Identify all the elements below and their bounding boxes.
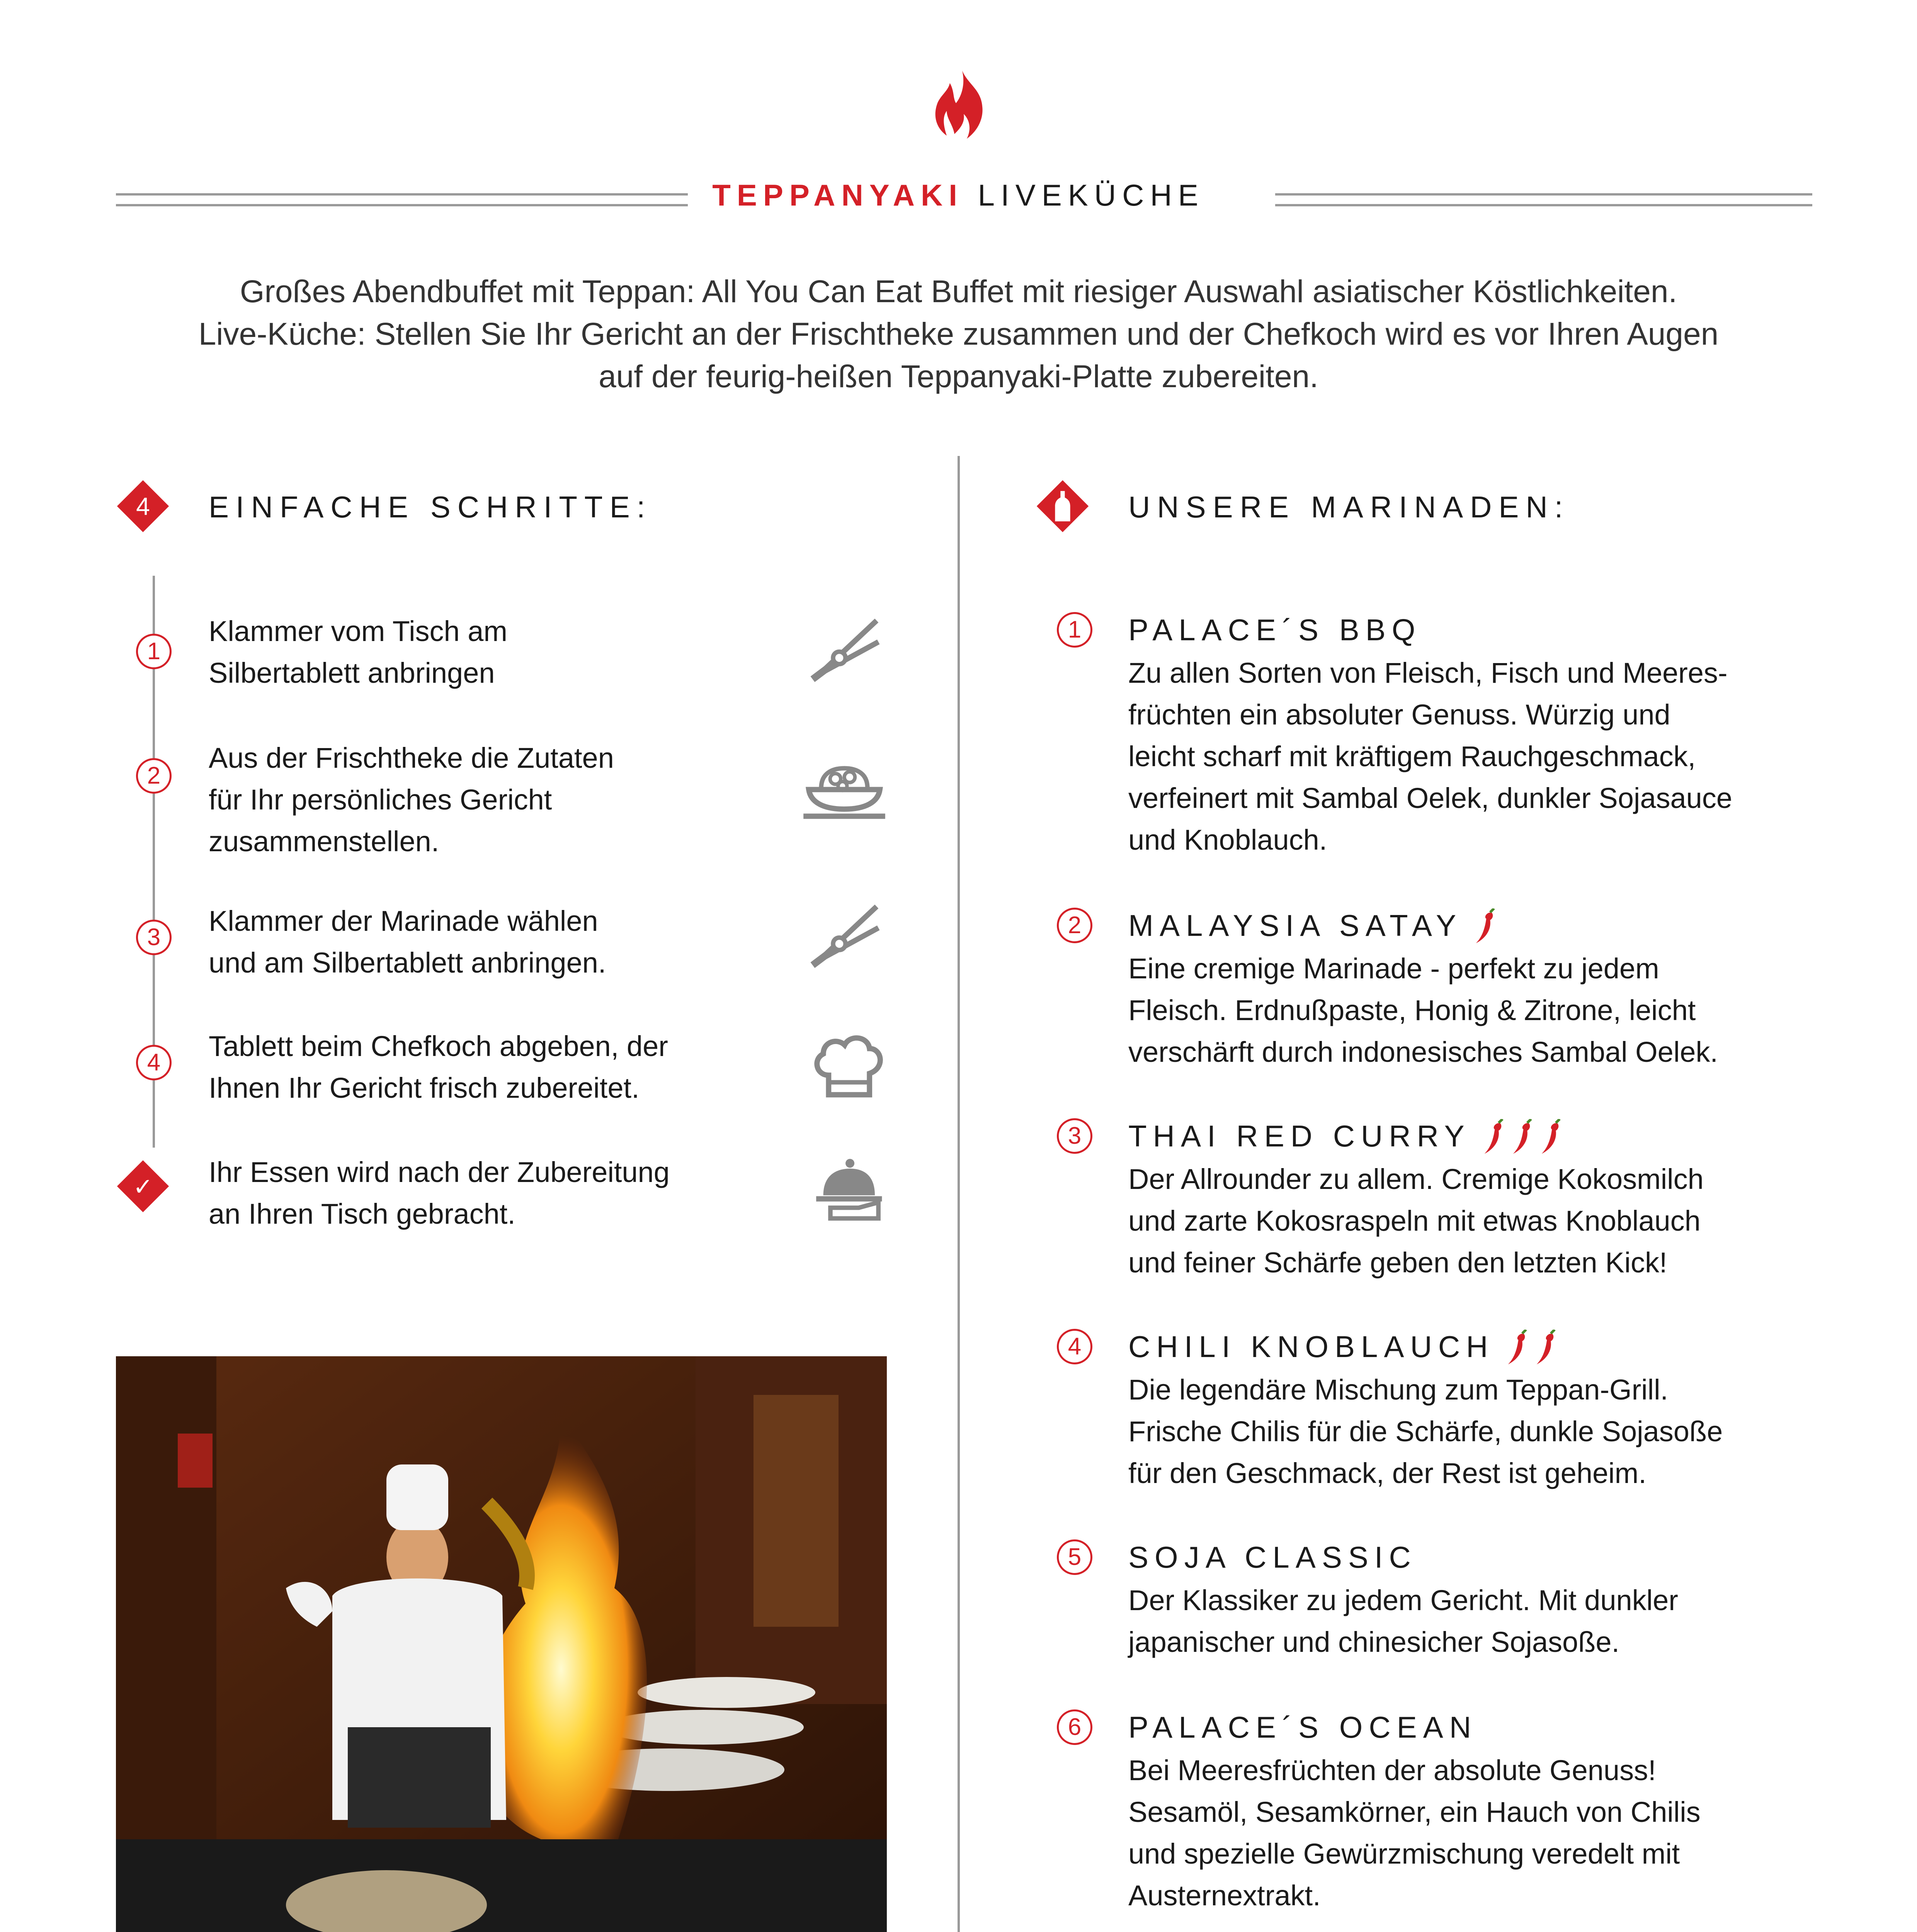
- marinade-description: Der Allrounder zu allem. Cremige Kokosmilch und zarte Kokosraspeln mit etwas Knoblauch und feiner Schärfe geben den letzten Kick!: [1128, 1163, 1704, 1279]
- marinade-name: SOJA CLASSIC: [1128, 1540, 1417, 1574]
- step-number-1: 1: [136, 634, 172, 669]
- marinade-number-5: 5: [1057, 1539, 1092, 1575]
- intro-line: Live-Küche: Stellen Sie Ihr Gericht an der Frischtheke zusammen und der Chefkoch wird es vor Ihren Augen: [198, 316, 1719, 352]
- step-text-2: Aus der Frischtheke die Zutaten für Ihr persönliches Gericht zusammenstellen.: [209, 742, 614, 857]
- step-text-4: Tablett beim Chefkoch abgeben, der Ihnen Ihr Gericht frisch zubereitet.: [209, 1030, 668, 1104]
- marinade-name: PALACE´S OCEAN: [1128, 1710, 1478, 1744]
- intro-line: auf der feurig-heißen Teppanyaki-Platte zubereiten.: [599, 359, 1318, 394]
- steps-badge-number: 4: [136, 492, 150, 520]
- marinade-description: Die legendäre Mischung zum Teppan-Grill. Frische Chilis für die Schärfe, dunkle Sojasoße für den Geschmack, der Rest ist geheim.: [1128, 1374, 1723, 1489]
- step-text-3: Klammer der Marinade wählen und am Silbertablett anbringen.: [209, 905, 606, 979]
- marinade-name: MALAYSIA SATAY: [1128, 906, 1499, 947]
- steps-badge: [116, 479, 170, 533]
- center-divider: [958, 456, 960, 1932]
- marinade-name: CHILI KNOBLAUCH: [1128, 1327, 1559, 1368]
- chili-icon: [1502, 1330, 1559, 1364]
- marinade-description: Zu allen Sorten von Fleisch, Fisch und Meeres- früchten ein absoluter Genuss. Würzig und leicht scharf mit kräftigem Rauchgeschmack, verfeinert mit Sambal Oelek, dunkler Sojasauce und Knoblauch.: [1128, 657, 1732, 856]
- clothespin-icon: [804, 603, 893, 692]
- marinade-name: PALACE´S BBQ: [1128, 613, 1422, 647]
- intro-text: [97, 270, 1820, 398]
- marinade-description: Der Klassiker zu jedem Gericht. Mit dunkler japanischer und chinesicher Sojasoße.: [1128, 1584, 1678, 1658]
- title-red: TEPPANYAKI: [712, 178, 963, 212]
- clothespin-icon: [804, 889, 893, 978]
- serving-cloche-icon: [804, 1144, 893, 1233]
- marinades-heading: UNSERE MARINADEN:: [1128, 490, 1570, 524]
- chef-flambe-photo: [116, 1356, 887, 1932]
- marinades-badge: [1036, 479, 1090, 533]
- step-number-2: 2: [136, 758, 172, 794]
- chili-icon: [1478, 1119, 1564, 1153]
- marinade-number-3: 3: [1057, 1118, 1092, 1154]
- step-number-3: 3: [136, 920, 172, 955]
- steps-heading: EINFACHE SCHRITTE:: [209, 490, 652, 524]
- flame-icon: [924, 68, 1001, 145]
- title-rest: LIVEKÜCHE: [978, 178, 1204, 212]
- marinade-number-1: 1: [1057, 612, 1092, 648]
- marinade-description: Bei Meeresfrüchten der absolute Genuss! Sesamöl, Sesamkörner, ein Hauch von Chilis und spezielle Gewürzmischung veredelt mit Austernextrakt.: [1128, 1754, 1701, 1912]
- step-number-4: 4: [136, 1045, 172, 1080]
- marinade-name: THAI RED CURRY: [1128, 1117, 1564, 1158]
- check-badge: [116, 1159, 170, 1213]
- chili-icon: [1470, 908, 1499, 942]
- marinade-number-4: 4: [1057, 1329, 1092, 1364]
- marinade-number-2: 2: [1057, 908, 1092, 943]
- marinade-number-6: 6: [1057, 1709, 1092, 1745]
- noodle-bowl-icon: [800, 738, 889, 827]
- intro-line: Großes Abendbuffet mit Teppan: All You Can Eat Buffet mit riesiger Auswahl asiatischer Köstlichkeiten.: [240, 274, 1677, 309]
- step-text-1: Klammer vom Tisch am Silbertablett anbringen: [209, 615, 508, 689]
- check-mark: ✓: [133, 1173, 153, 1201]
- page-title: [502, 174, 1414, 216]
- step-text-5: Ihr Essen wird nach der Zubereitung an Ihren Tisch gebracht.: [209, 1156, 670, 1230]
- marinade-description: Eine cremige Marinade - perfekt zu jedem Fleisch. Erdnußpaste, Honig & Zitrone, leicht verschärft durch indonesisches Sambal Oelek.: [1128, 952, 1718, 1068]
- chef-hat-icon: [804, 1020, 893, 1109]
